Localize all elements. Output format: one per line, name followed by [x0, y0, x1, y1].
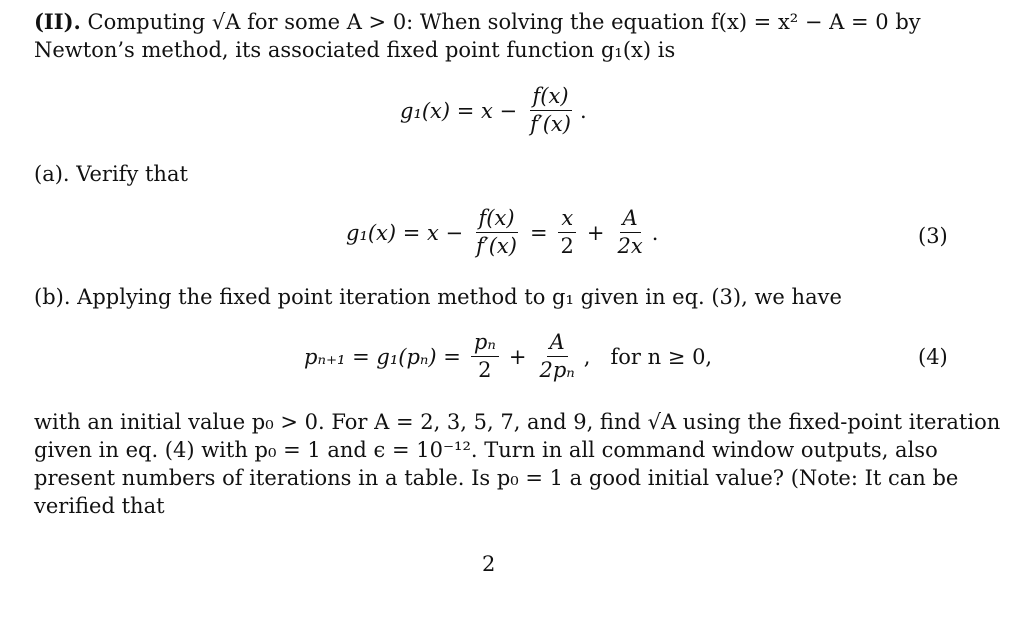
eq1-denominator: f′(x): [530, 112, 571, 136]
eq4-numerator-1: pₙ: [471, 330, 499, 357]
eq1-period: .: [579, 98, 587, 123]
part-ii-marker: (II).: [34, 9, 81, 34]
eq3-numerator-1: f(x): [476, 206, 518, 233]
eq4-denominator-1: 2: [478, 358, 492, 382]
part-ii-line-1: [34, 8, 921, 36]
closing-line-2: given in eq. (4) with p₀ = 1 and ϵ = 10⁻¹². Turn in all command window outputs, also: [34, 438, 938, 462]
eq3-plus: +: [586, 220, 605, 245]
eq3-fraction-1: [473, 206, 520, 259]
eq3-numerator-3: A: [620, 206, 641, 233]
eq4-denominator-2: 2pₙ: [539, 358, 575, 382]
eq1-numerator: f(x): [530, 84, 572, 111]
eq3-fraction-2: [558, 206, 577, 259]
equation-g1-definition: [396, 84, 587, 137]
eq1-lhs: g₁(x) = x −: [400, 98, 518, 123]
eq4-plus: +: [508, 344, 527, 369]
eq4-condition: for n ≥ 0,: [610, 344, 713, 369]
equation-number-3: (3): [918, 224, 948, 248]
part-ii-line-2: Newton’s method, its associated fixed point function g₁(x) is: [34, 38, 676, 62]
eq3-denominator-2: 2: [560, 234, 574, 258]
part-a-text: (a). Verify that: [34, 162, 188, 186]
eq4-fraction-1: [471, 330, 499, 383]
eq1-fraction: [527, 84, 574, 137]
eq4-numerator-2: A: [547, 330, 568, 357]
eq3-numerator-2: x: [558, 206, 576, 233]
closing-line-1: with an initial value p₀ > 0. For A = 2, 3, 5, 7, and 9, find √A using the fixed-point iteration: [34, 410, 1001, 434]
closing-line-3: present numbers of iterations in a table. Is p₀ = 1 a good initial value? (Note: It can be: [34, 466, 959, 490]
eq3-equals: =: [529, 220, 548, 245]
part-ii-heading: Computing √A for some A > 0: When solving the equation f(x) = x² − A = 0 by: [87, 10, 921, 34]
eq4-comma: ,: [583, 344, 591, 369]
part-b-text: (b). Applying the fixed point iteration method to g₁ given in eq. (3), we have: [34, 285, 842, 309]
eq3-lhs: g₁(x) = x −: [346, 220, 464, 245]
eq3-denominator-3: 2x: [617, 234, 643, 258]
eq3-period: .: [651, 220, 659, 245]
page-number: 2: [482, 552, 496, 576]
eq4-fraction-2: [536, 330, 577, 383]
eq3-fraction-3: [615, 206, 646, 259]
equation-3: [342, 206, 658, 259]
equation-number-4: (4): [918, 345, 948, 369]
eq4-lhs: pₙ₊₁ = g₁(pₙ) =: [304, 344, 461, 369]
equation-4: [300, 330, 716, 383]
closing-line-4: verified that: [34, 494, 165, 518]
eq3-denominator-1: f′(x): [476, 234, 517, 258]
